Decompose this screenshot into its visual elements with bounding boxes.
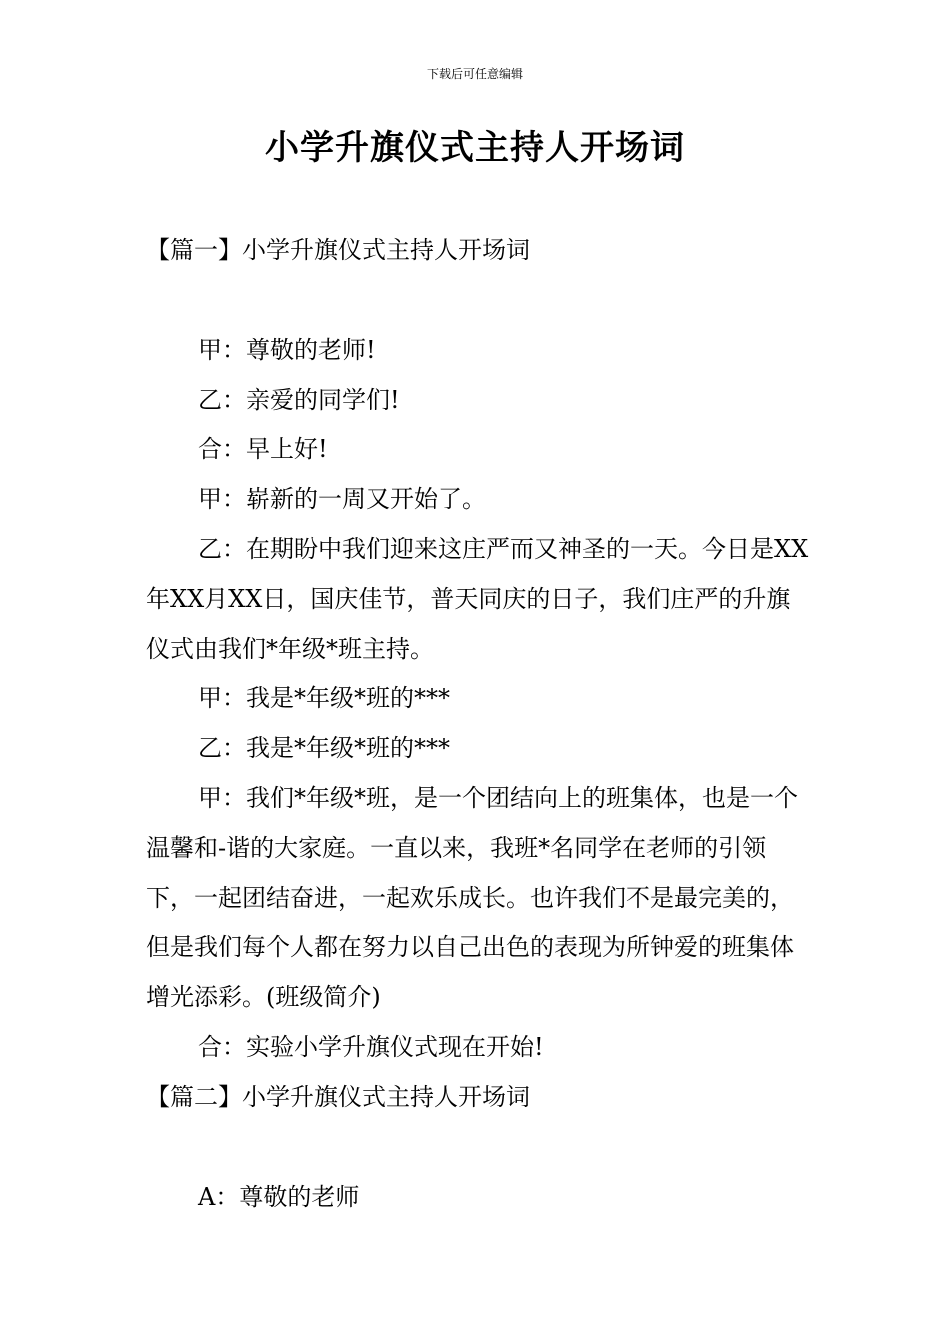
dialogue-line: 合：早上好! xyxy=(198,435,328,464)
document-body xyxy=(146,226,810,1222)
dialogue-paragraph: 甲：我们*年级*班，是一个团结向上的班集体，也是一个温馨和-谐的大家庭。一直以来，我班*名同学在老师的引领下，一起团结奋进，一起欢乐成长。也许我们不是最完美的，但是我们每个人都在努力以自己出色的表现为所钟爱的班集体增光添彩。(班级简介) xyxy=(146,783,798,1012)
dialogue-line: 甲：尊敬的老师! xyxy=(198,335,376,364)
spacer xyxy=(146,276,810,326)
dialogue-line: 乙：亲爱的同学们! xyxy=(198,385,400,414)
dialogue-line: 甲：我是*年级*班的*** xyxy=(198,684,450,713)
dialogue-line: 乙：我是*年级*班的*** xyxy=(198,734,450,763)
header-note: 下载后可任意编辑 xyxy=(426,67,523,81)
dialogue-line: A：尊敬的老师 xyxy=(198,1182,360,1211)
dialogue-line: 甲：崭新的一周又开始了。 xyxy=(198,485,486,514)
dialogue-paragraph: 乙：在期盼中我们迎来这庄严而又神圣的一天。今日是XX年XX月XX日，国庆佳节，普天同庆的日子，我们庄严的升旗仪式由我们*年级*班主持。 xyxy=(146,534,809,663)
spacer xyxy=(146,1123,810,1173)
dialogue-line: 合：实验小学升旗仪式现在开始! xyxy=(198,1032,544,1061)
section-heading-2: 【篇二】小学升旗仪式主持人开场词 xyxy=(146,1082,530,1111)
section-heading-1: 【篇一】小学升旗仪式主持人开场词 xyxy=(146,236,530,264)
document-title: 小学升旗仪式主持人开场词 xyxy=(265,128,685,168)
